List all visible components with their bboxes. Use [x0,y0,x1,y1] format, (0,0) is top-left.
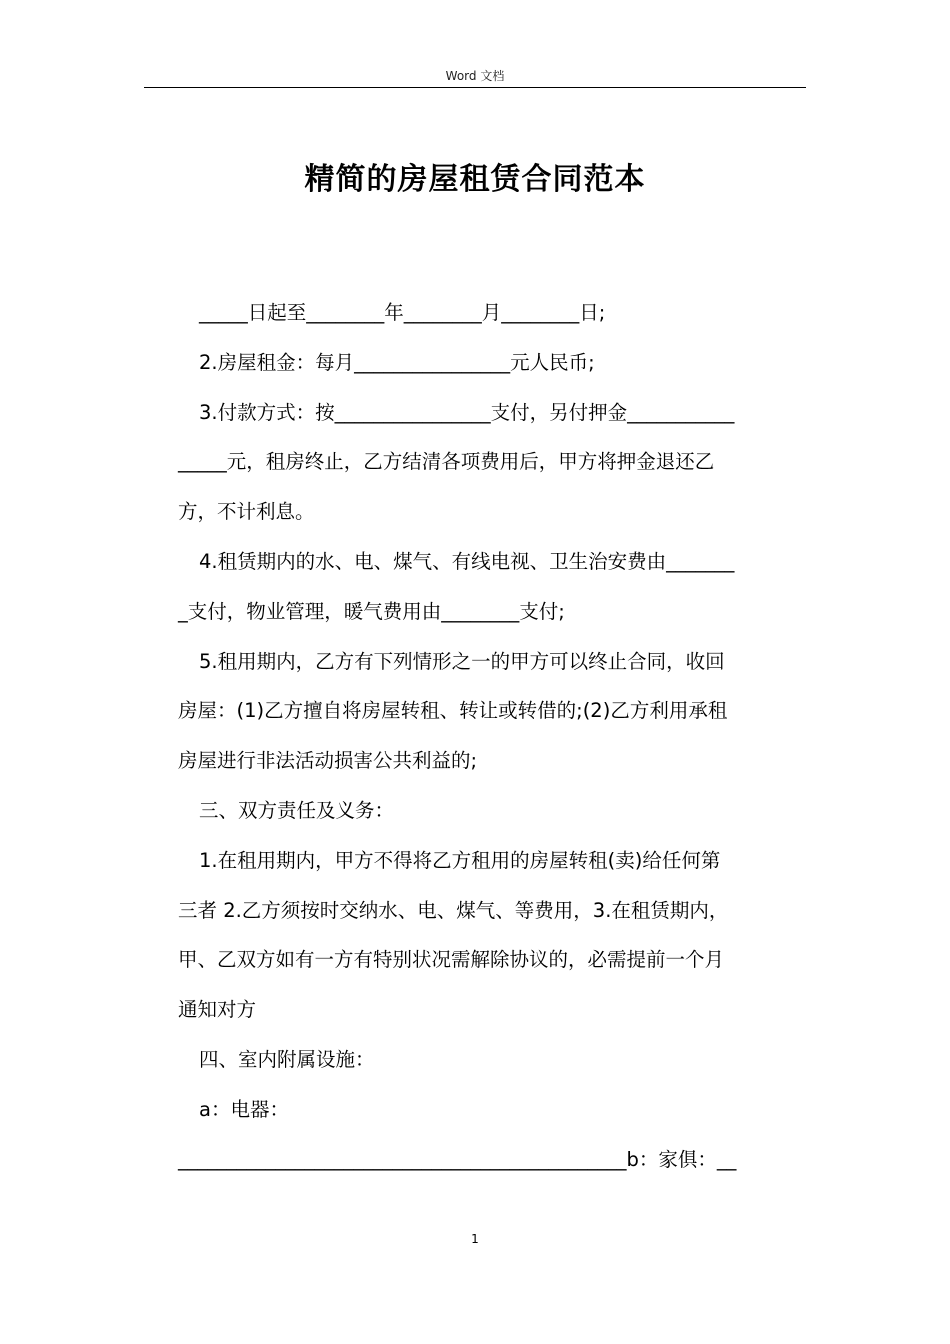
paragraph-line: 2.房屋租金：每月________________元人民币; [199,350,595,374]
paragraph-line: 房屋进行非法活动损害公共利益的; [178,749,478,773]
paragraph-line: 5.租用期内，乙方有下列情形之一的甲方可以终止合同，收回 [199,649,725,673]
section-heading: 三、双方责任及义务： [199,798,395,822]
paragraph-line: ______________________________________________b：家俱：__ [178,1147,737,1171]
paragraph-line: 1.在租用期内，甲方不得将乙方租用的房屋转租(卖)给任何第 [199,848,721,872]
document-title: 精简的房屋租赁合同范本 [304,162,646,197]
document-body [178,288,806,1184]
page-number: 1 [471,1232,479,1246]
paragraph-line: _____元，租房终止，乙方结清各项费用后，甲方将押金退还乙 [178,450,715,474]
paragraph-line: 房屋：(1)乙方擅自将房屋转租、转让或转借的;(2)乙方利用承租 [178,699,728,723]
page-header-label: Word 文档 [445,69,505,83]
section-heading: 四、室内附属设施： [199,1047,375,1071]
paragraph-line: a：电器： [199,1097,289,1121]
paragraph-line: _____日起至________年________月________日; [199,301,606,324]
paragraph-line: 甲、乙双方如有一方有特别状况需解除协议的，必需提前一个月 [178,948,725,972]
paragraph-line: 三者 2.乙方须按时交纳水、电、煤气、等费用，3.在租赁期内， [178,898,729,922]
paragraph-line: 通知对方 [178,998,257,1022]
paragraph-line: 3.付款方式：按________________支付，另付押金___________ [199,400,735,424]
paragraph-line: 4.租赁期内的水、电、煤气、有线电视、卫生治安费由_______ [199,549,735,573]
paragraph-line: 方，不计利息。 [178,500,315,524]
paragraph-line: _支付，物业管理，暖气费用由________支付; [178,599,565,623]
header-divider [144,87,806,88]
